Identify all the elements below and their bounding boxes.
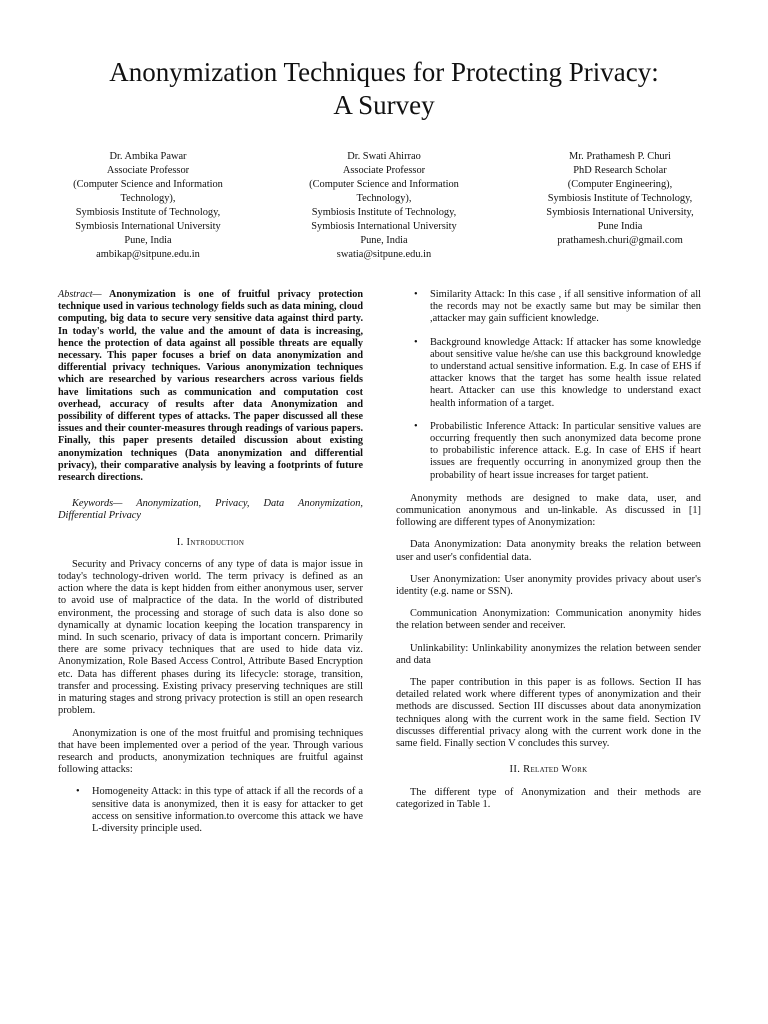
list-item [396, 289, 701, 326]
author-role: PhD Research Scholar [573, 165, 667, 176]
author-name: Dr. Ambika Pawar [109, 151, 187, 162]
author-city: Pune, India [124, 235, 172, 246]
bullet-icon: • [414, 289, 418, 300]
author-institute: Symbiosis Institute of Technology, [547, 193, 693, 204]
anonymity-intro-paragraph: Anonymity methods are designed to make data, user, and communication anonymous and un-linkable. As discussed in [1] following are different types of Anonymization: [396, 492, 701, 529]
paper-title [40, 56, 728, 122]
abstract-lead: Abstract— [58, 289, 102, 300]
author-role: Associate Professor [342, 165, 426, 176]
author-dept: (Computer Science and Information [73, 179, 223, 190]
left-column [58, 289, 363, 846]
author-institute: Symbiosis Institute of Technology, [75, 207, 221, 218]
bullet-icon: • [414, 336, 418, 348]
author-city: Pune India [597, 221, 643, 232]
contribution-paragraph: The paper contribution in this paper is as follows. Section II has detailed related work where different types of anonymization and their methods are discussed. Section III discusses about data anonymization techniques along with the current work in the same field. Section IV discusses differential privacy along with the current work done in the same field. Finally section V concludes this survey. [396, 677, 701, 750]
user-anonymization-paragraph: User Anonymization: User anonymity provides privacy about user's identity (e.g. name or SSN). [396, 573, 701, 598]
list-item [58, 786, 363, 835]
author-institute: Symbiosis International University, [546, 207, 694, 218]
abstract-body: Anonymization is one of fruitful privacy protection technique used in various technology fields such as data mining, cloud computing, big data to secure very sensitive data against third party. In today's world, the value and the amount of data is increasing, hence the protection of data against all possible threats are equally necessary. This paper focuses a brief on data anonymization and differential privacy techniques. Various anonymization techniques which are researched by various researchers across various fields have limitations such as communication and computation cost overhead, accuracy of results after data Anonymization and possibility of different types of attacks. The paper discussed all these issues and their counter-measures through readings of various papers. Finally, this paper presents detailed discussion about existing anonymization techniques (Data anonymization and differential privacy), their comparative analysis by leaving a footprints of future research directions. [58, 289, 363, 484]
section-title: Related Work [523, 764, 588, 776]
list-item [396, 337, 701, 410]
unlinkability-paragraph: Unlinkability: Unlinkability anonymizes the relation between sender and data [396, 642, 701, 666]
attack-list-right [396, 289, 701, 482]
list-item-text: Similarity Attack: In this case , if all sensitive information of all the records may not be exactly same but may be similar then ,attacker may gain sufficient knowledge. [430, 289, 701, 325]
data-anonymization-paragraph: Data Anonymization: Data anonymity breaks the relation between user and user's confidential data. [396, 539, 701, 563]
author-1 [30, 150, 266, 262]
keywords: Keywords— Anonymization, Privacy, Data Anonymization, Differential Privacy [58, 498, 363, 522]
list-item-text: Probabilistic Inference Attack: In particular sensitive values are occurring frequently then such anonymized data become prone to probabilistic inference attack. E.g. In case of EHS if heart issues are frequently occurring in anonymized group then the probability of heart issue increases for target patient. [430, 420, 701, 481]
list-item-text: Background knowledge Attack: If attacker has some knowledge about sensitive value he/she can use this background knowledge to understand actual sensitive information. E.g. In case of EHS if attacker knows that the target has some health issue related heart. Attacker can use this knowledge to understand exact health information of a target. [430, 336, 701, 409]
author-email: ambikap@sitpune.edu.in [96, 249, 200, 260]
author-name: Dr. Swati Ahirrao [347, 151, 421, 162]
title-line-1: Anonymization Techniques for Protecting Privacy: [109, 57, 659, 87]
bullet-icon: • [76, 786, 80, 798]
list-item-text: Homogeneity Attack: in this type of attack if all the records of a sensitive data is anonymized, then it is easy for attacker to get access on sensitive information.to overcome this attack we have L-diversity principle used. [92, 786, 363, 834]
intro-paragraph-1: Security and Privacy concerns of any type of data is major issue in today's technology-driven world. The term privacy is defined as an action where the data is kept hidden from either anonymous user, server to avoid use of malpractice of the data. In the world of distributed environment, the processing and storage of such data is also done so dynamically at dynamic location keeping the location transparency in mind. In such scenario, privacy of data is important concern. Primarily there are some privacy techniques that are used to hide data viz. Anonymization, Role Based Access Control, Attribute Based Encryption etc. Data has different phases during its lifecycle: storage, transition, transfer and processing. Existing privacy preserving techniques are still in maturing stages and strong privacy protection is still an open research problem. [58, 558, 363, 717]
author-institute: Symbiosis International University [311, 221, 457, 232]
intro-paragraph-2: Anonymization is one of the most fruitful and promising techniques that have been implemented over a period of the year. Through various research and products, anonymization techniques are fruitful against following attacks: [58, 727, 363, 776]
author-role: Associate Professor [106, 165, 190, 176]
attack-list-left [58, 786, 363, 835]
related-work-paragraph: The different type of Anonymization and their methods are categorized in Table 1. [396, 786, 701, 810]
section-title: Introduction [186, 536, 245, 548]
author-dept: Technology), [356, 193, 412, 204]
author-email: swatia@sitpune.edu.in [336, 249, 432, 260]
author-dept: Technology), [120, 193, 176, 204]
author-dept: (Computer Engineering), [567, 179, 673, 190]
section-number: II. [509, 764, 521, 776]
right-column [396, 289, 701, 811]
section-heading-introduction [58, 537, 363, 549]
communication-anonymization-paragraph: Communication Anonymization: Communication anonymity hides the relation between sender and receiver. [396, 608, 701, 632]
bullet-icon: • [414, 420, 418, 432]
abstract [58, 289, 363, 484]
author-city: Pune, India [360, 235, 408, 246]
author-2 [266, 150, 502, 262]
author-3 [502, 150, 738, 248]
title-line-2: A Survey [333, 90, 435, 120]
section-number: I. [176, 536, 184, 548]
author-institute: Symbiosis Institute of Technology, [311, 207, 457, 218]
list-item [396, 421, 701, 482]
author-dept: (Computer Science and Information [309, 179, 459, 190]
section-heading-related-work [396, 764, 701, 776]
author-institute: Symbiosis International University [75, 221, 221, 232]
author-name: Mr. Prathamesh P. Churi [569, 151, 671, 162]
author-email: prathamesh.churi@gmail.com [557, 235, 683, 246]
